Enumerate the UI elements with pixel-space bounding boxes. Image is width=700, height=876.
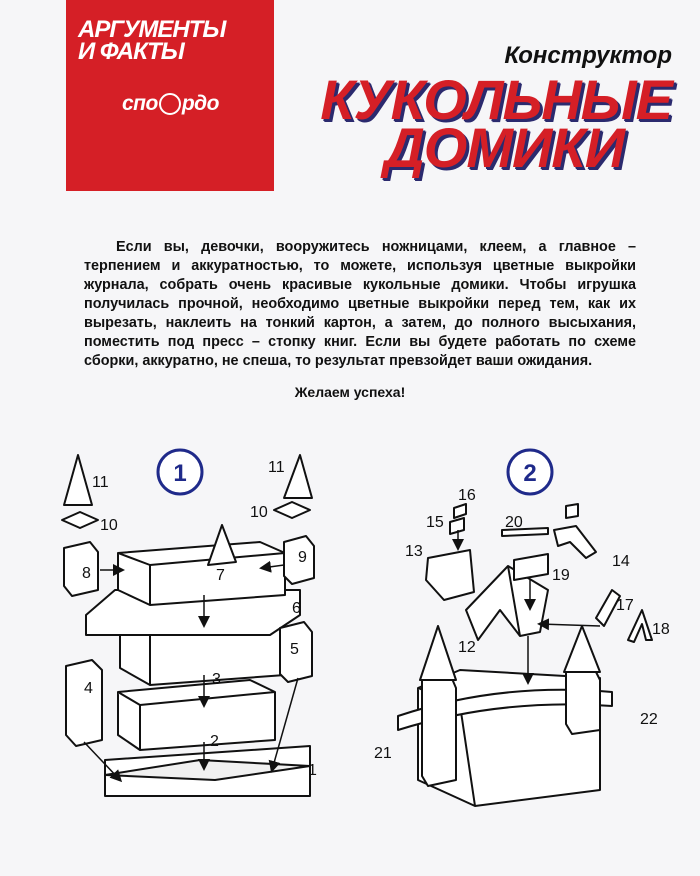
part-label: 13	[405, 543, 423, 560]
part-label: 17	[616, 597, 634, 614]
part-label: 11	[268, 459, 285, 476]
brand-logo	[66, 0, 274, 191]
intro-paragraph: Если вы, девочки, вооружитесь ножницами, клеем, а главное – терпением и аккуратностью, то можете, используя цветные выкройки журнала, собрать очень красивые кукольные домики. Чтобы игрушка получилась прочной, необходимо цветные выкройки перед тем, как их вырезать, наклеить на тонкий картон, а затем, до полного высыхания, поместить под пресс – стопку книг. Если вы будете работать по схеме сборки, аккуратно, не спеша, то результат превзойдет ваши ожидания.	[84, 239, 636, 369]
part-label: 18	[652, 621, 670, 638]
sponsor-logo	[122, 92, 219, 116]
sponsor-right: рдо	[181, 92, 219, 115]
part-label: 7	[216, 567, 225, 584]
step1-diagram	[62, 455, 314, 796]
step1-number: 1	[173, 460, 187, 487]
part-label: 19	[552, 567, 570, 584]
title-line1: КУКОЛЬНЫЕ	[320, 68, 672, 131]
part-label: 12	[458, 639, 476, 656]
part-label: 10	[250, 504, 268, 521]
sponsor-ring-icon	[159, 93, 181, 115]
wish-text: Желаем успеха!	[294, 384, 406, 400]
part-label: 10	[100, 517, 118, 534]
title-line2: ДОМИКИ	[384, 116, 624, 179]
part-label: 11	[92, 474, 109, 491]
part-label: 20	[505, 514, 523, 531]
part-label: 6	[292, 600, 301, 617]
part-label: 15	[426, 514, 444, 531]
brand-line1: АРГУМЕНТЫ	[78, 16, 226, 43]
part-label: 14	[612, 553, 630, 570]
part-label: 9	[298, 549, 307, 566]
part-label: 1	[308, 762, 317, 779]
step2-number: 2	[523, 460, 537, 487]
part-label: 22	[640, 711, 658, 728]
step2-diagram	[398, 504, 652, 806]
sponsor-left: спо	[122, 92, 158, 115]
part-label: 8	[82, 565, 91, 582]
part-label: 5	[290, 641, 299, 658]
part-label: 4	[84, 680, 93, 697]
part-label: 2	[210, 733, 219, 750]
part-label: 3	[212, 671, 221, 688]
assembly-diagram	[0, 430, 700, 876]
header-kicker: Конструктор	[504, 42, 672, 69]
brand-line2: И ФАКТЫ	[78, 38, 184, 65]
part-label: 16	[458, 487, 476, 504]
part-label: 21	[374, 745, 392, 762]
